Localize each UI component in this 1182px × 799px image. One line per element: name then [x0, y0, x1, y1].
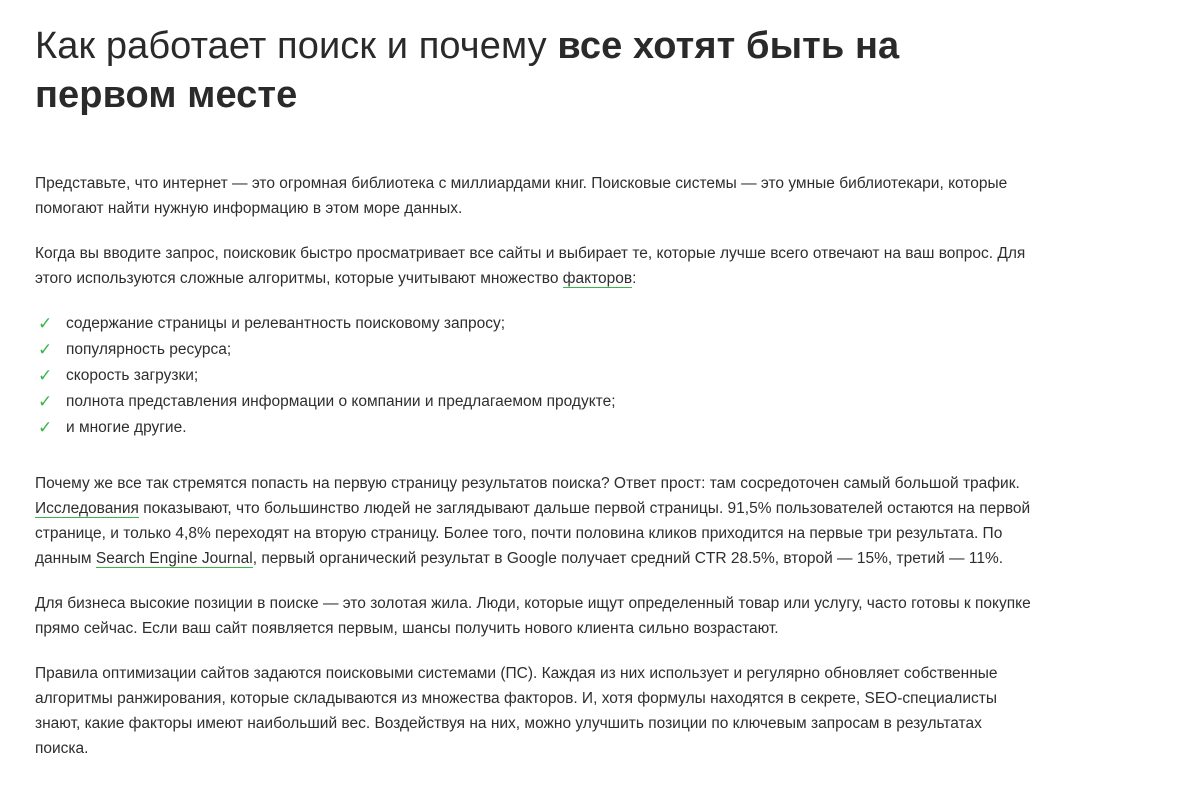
list-item-text: полнота представления информации о компании и предлагаемом продукте; — [66, 393, 616, 410]
research-link[interactable]: Исследования — [35, 500, 139, 517]
p2-text: Когда вы вводите запрос, поисковик быстро просматривает все сайты и выбирает те, которые лучше всего отвечают на ваш вопрос. Для этого используются сложные алгоритмы, которые учитывают множество — [35, 245, 1026, 287]
p3-text-1: Почему же все так стремятся попасть на первую страницу результатов поиска? Ответ прост: там сосредоточен самый большой трафик. — [35, 475, 1020, 492]
p2-colon: : — [632, 270, 637, 287]
title-bold: все хотят быть на первом месте — [35, 25, 900, 116]
list-item — [35, 389, 1035, 415]
check-icon: ✓ — [38, 392, 53, 411]
article-title — [35, 22, 1035, 120]
search-engine-journal-link[interactable]: Search Engine Journal — [95, 550, 253, 567]
check-icon: ✓ — [38, 366, 53, 385]
list-item — [35, 415, 1035, 441]
list-item-text: и многие другие. — [66, 419, 187, 436]
paragraph-business: Для бизнеса высокие позиции в поиске — это золотая жила. Люди, которые ищут определенный товар или услугу, часто готовы к покупке прямо сейчас. Если ваш сайт появляется первым, шансы получить нового клиента сильно возрастают. — [35, 595, 1031, 637]
p3-text-2: показывают, что большинство людей не заглядывают дальше первой страницы. 91,5% пользователей остаются на первой странице, и только 4,8% переходят на вторую страницу. Более того, почти половина кликов приходится на первые три результата. По данным — [35, 500, 1031, 567]
factors-link[interactable]: факторов — [562, 270, 633, 287]
paragraph-traffic — [35, 471, 1035, 571]
list-item-text: содержание страницы и релевантность поисковому запросу; — [66, 315, 506, 332]
paragraph-optimization-rules: Правила оптимизации сайтов задаются поисковыми системами (ПС). Каждая из них использует и регулярно обновляет собственные алгоритмы ранжирования, которые складываются из множества факторов. И, хотя формулы находятся в секрете, SEO-специалисты знают, какие факторы имеют наибольший вес. Воздействуя на них, можно улучшить позиции по ключевым запросам в результатах поиска. — [35, 665, 998, 757]
check-icon: ✓ — [38, 418, 53, 437]
paragraph-algorithms — [35, 241, 1035, 291]
list-item — [35, 311, 1035, 337]
check-icon: ✓ — [38, 314, 53, 333]
p3-text-3: , первый органический результат в Google получает средний CTR 28.5%, второй — 15%, третий — 11%. — [252, 550, 1004, 567]
list-item — [35, 337, 1035, 363]
title-light: Как работает поиск и почему — [35, 25, 558, 67]
check-icon: ✓ — [38, 340, 53, 359]
list-item-text: популярность ресурса; — [66, 341, 232, 358]
factors-checklist — [35, 311, 1035, 441]
list-item-text: скорость загрузки; — [66, 367, 199, 384]
list-item — [35, 363, 1035, 389]
paragraph-intro: Представьте, что интернет — это огромная библиотека с миллиардами книг. Поисковые системы — это умные библиотекари, которые помогают найти нужную информацию в этом море данных. — [35, 175, 1008, 217]
